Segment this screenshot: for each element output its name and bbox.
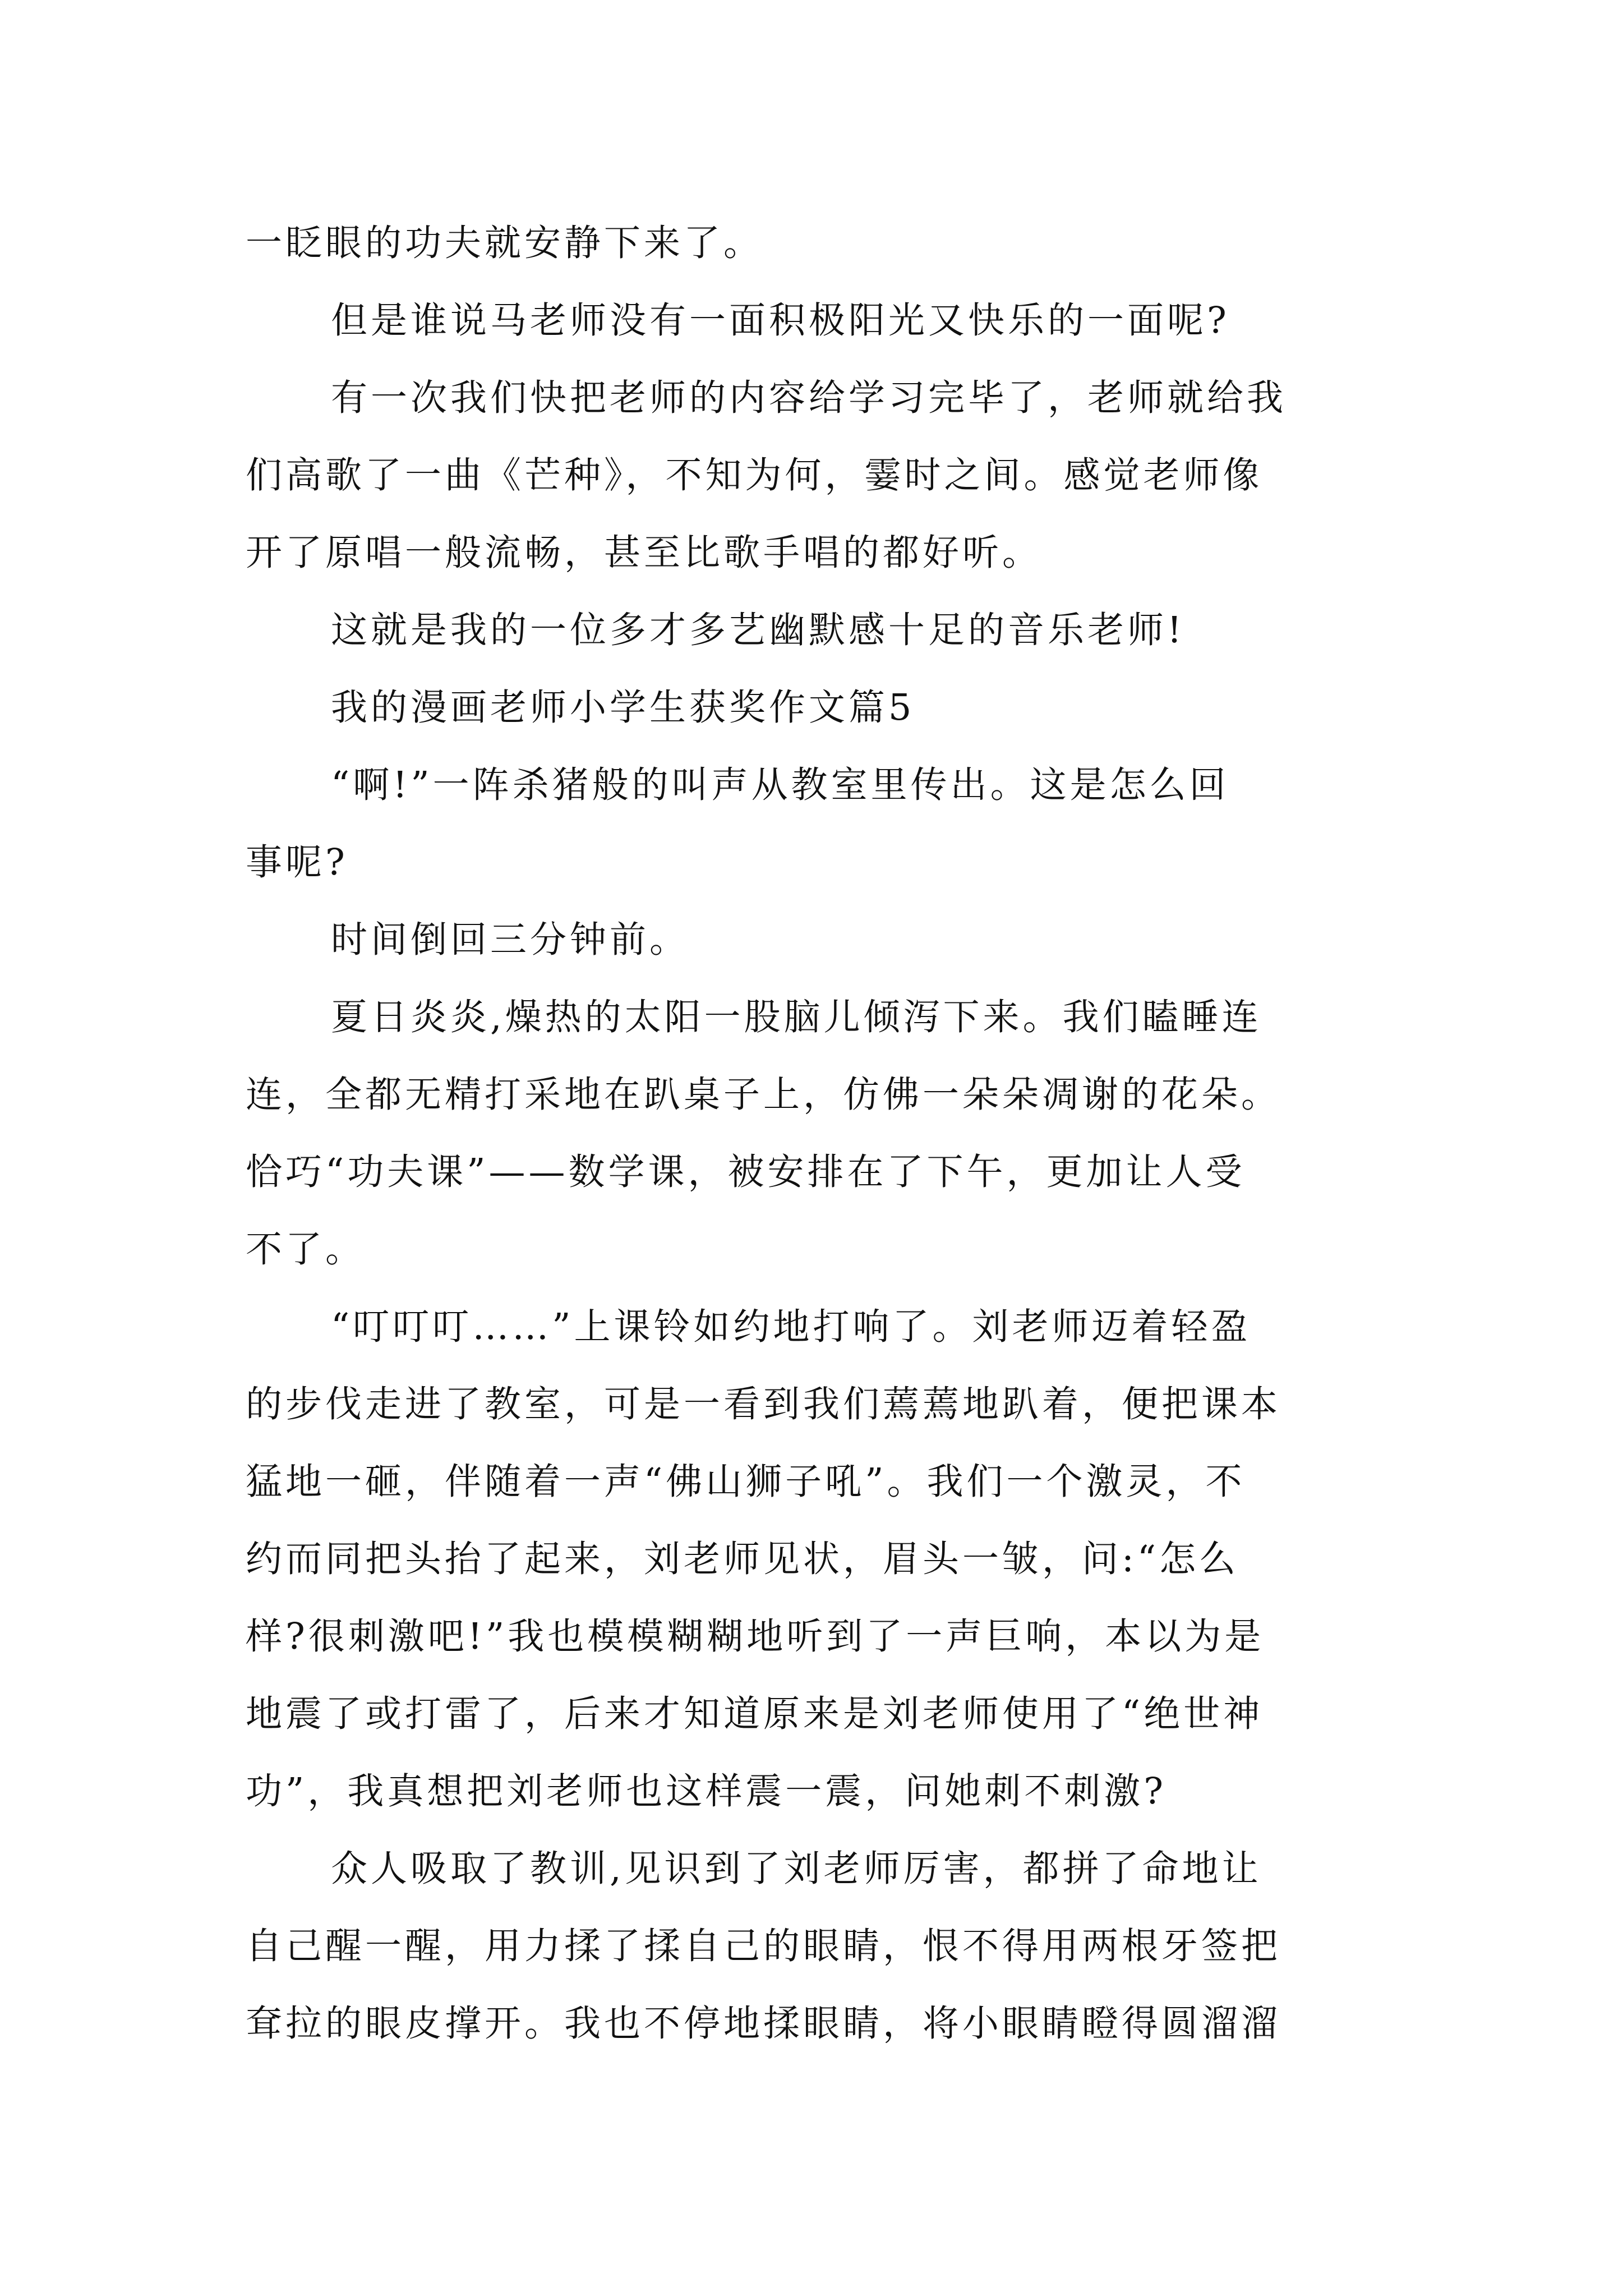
text-line: 恰巧“功夫课”——数学课，被安排在了下午，更加让人受 bbox=[246, 1151, 1246, 1193]
text-line: 开了原唱一般流畅，甚至比歌手唱的都好听。 bbox=[246, 532, 1043, 574]
text-line: 这就是我的一位多才多艺幽默感十足的音乐老师! bbox=[331, 609, 1186, 651]
text-line: 有一次我们快把老师的内容给学习完毕了，老师就给我 bbox=[331, 377, 1287, 419]
text-line: 约而同把头抬了起来，刘老师见状，眉头一皱，问:“怎么 bbox=[246, 1538, 1239, 1580]
text-line: 地震了或打雷了，后来才知道原来是刘老师使用了“绝世神 bbox=[246, 1693, 1264, 1735]
text-line: 不了。 bbox=[246, 1228, 366, 1271]
section-heading: 我的漫画老师小学生获奖作文篇5 bbox=[331, 687, 915, 729]
text-line: 众人吸取了教训,见识到了刘老师厉害，都拼了命地让 bbox=[331, 1848, 1262, 1890]
text-line: 样?很刺激吧!”我也模模糊糊地听到了一声巨响，本以为是 bbox=[246, 1616, 1265, 1658]
text-line: 事呢? bbox=[246, 841, 348, 884]
text-line: 耷拉的眼皮撑开。我也不停地揉眼睛，将小眼睛瞪得圆溜溜 bbox=[246, 2003, 1281, 2045]
text-line: “啊!”一阵杀猪般的叫声从教室里传出。这是怎么回 bbox=[331, 764, 1229, 806]
text-line: 时间倒回三分钟前。 bbox=[331, 919, 690, 961]
text-line: 但是谁说马老师没有一面积极阳光又快乐的一面呢? bbox=[331, 300, 1230, 342]
document-body bbox=[246, 205, 1387, 2063]
text-line: 们高歌了一曲《芒种》，不知为何，霎时之间。感觉老师像 bbox=[246, 454, 1263, 496]
text-line: 自己醒一醒，用力揉了揉自己的眼睛，恨不得用两根牙签把 bbox=[246, 1925, 1281, 1967]
text-line: 夏日炎炎,燥热的太阳一股脑儿倾泻下来。我们瞌睡连 bbox=[331, 996, 1262, 1038]
text-line: “叮叮叮……”上课铃如约地打响了。刘老师迈着轻盈 bbox=[331, 1306, 1251, 1348]
text-line: 一眨眼的功夫就安静下来了。 bbox=[246, 222, 764, 264]
text-line: 猛地一砸，伴随着一声“佛山狮子吼”。我们一个激灵，不 bbox=[246, 1461, 1246, 1503]
text-line: 的步伐走进了教室，可是一看到我们蔫蔫地趴着，便把课本 bbox=[246, 1383, 1281, 1425]
text-line: 功”，我真想把刘老师也这样震一震，问她刺不刺激? bbox=[246, 1770, 1167, 1812]
text-line: 连，全都无精打采地在趴桌子上，仿佛一朵朵凋谢的花朵。 bbox=[246, 1074, 1281, 1116]
